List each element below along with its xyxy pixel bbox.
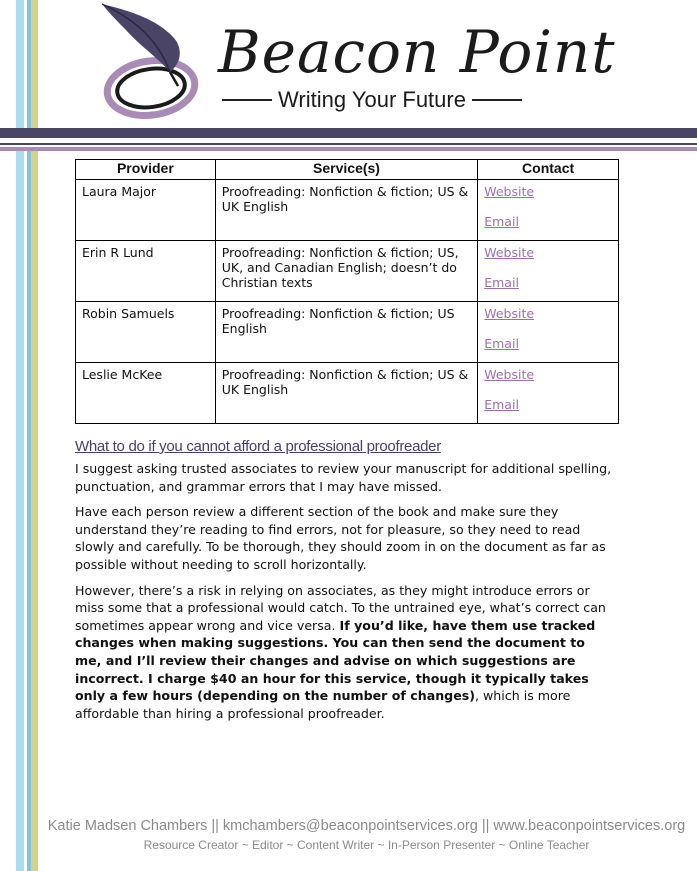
paragraph-text: However, there’s a risk in relying on associates, as they might introduce errors or miss some that a professional would catch. To the untrained eye, what’s correct can sometimes appear wrong and vice versa. <box>75 582 606 633</box>
provider-service: Proofreading: Nonfiction & fiction; US & UK English <box>215 363 477 424</box>
tagline-rule-left <box>222 99 272 101</box>
header-services: Service(s) <box>215 160 477 180</box>
table-row <box>76 180 619 241</box>
email-link[interactable]: Email <box>484 275 519 290</box>
paragraph-text: , which is more affordable than hiring a professional proofreader. <box>75 688 571 721</box>
brand-title: Beacon Point <box>218 18 616 86</box>
table-row <box>76 241 619 302</box>
contact-cell <box>478 180 619 241</box>
provider-service: Proofreading: Nonfiction & fiction; US English <box>215 302 477 363</box>
paragraph: Have each person review a different section of the book and make sure they understand they’re reading to find errors, not for pleasure, so they need to read slowly and carefully. To be thorough, they should zoom in on the document as far as possible without needing to scroll horizontally. <box>75 504 606 572</box>
email-link[interactable]: Email <box>484 214 519 229</box>
footer-roles: Resource Creator ~ Editor ~ Content Writer ~ In-Person Presenter ~ Online Teacher <box>143 838 590 852</box>
table-header-row <box>76 160 619 180</box>
email-link[interactable]: Email <box>484 397 519 412</box>
tagline-rule-right <box>472 99 522 101</box>
section-heading: What to do if you cannot afford a professional proofreader <box>75 438 441 455</box>
provider-service: Proofreading: Nonfiction & fiction; US & UK English <box>215 180 477 241</box>
provider-name: Laura Major <box>76 180 216 241</box>
paragraph: I suggest asking trusted associates to review your manuscript for additional spelling, punctuation, and grammar errors that I may have missed. <box>75 461 612 494</box>
provider-service: Proofreading: Nonfiction & fiction; US, UK, and Canadian English; doesn’t do Christian texts <box>215 241 477 302</box>
website-link[interactable]: Website <box>484 245 535 260</box>
provider-name: Leslie McKee <box>76 363 216 424</box>
website-link[interactable]: Website <box>484 306 535 321</box>
provider-name: Erin R Lund <box>76 241 216 302</box>
footer-contact: Katie Madsen Chambers || kmchambers@beaconpointservices.org || www.beaconpointservices.org <box>47 818 686 834</box>
paragraph <box>75 582 615 723</box>
website-link[interactable]: Website <box>484 184 535 199</box>
contact-cell <box>478 363 619 424</box>
brand-tagline: Writing Your Future <box>278 87 466 112</box>
table-row <box>76 302 619 363</box>
section-body <box>75 460 615 730</box>
header-contact: Contact <box>478 160 619 180</box>
header-provider: Provider <box>76 160 216 180</box>
header-band-dark <box>0 128 697 138</box>
brand-tagline-row <box>222 88 522 112</box>
header-band-light <box>0 147 697 151</box>
table-row <box>76 363 619 424</box>
providers-table <box>75 159 619 424</box>
website-link[interactable]: Website <box>484 367 535 382</box>
paragraph-bold-text: If you’d like, have them use tracked changes when making suggestions. You can then send the document to me, and I’ll review their changes and advise on which suggestions are incorrect. I charge $40 an hour for this service, though it typically takes only a few hours (depending on the number of changes) <box>75 617 596 704</box>
contact-cell <box>478 302 619 363</box>
provider-name: Robin Samuels <box>76 302 216 363</box>
email-link[interactable]: Email <box>484 336 519 351</box>
contact-cell <box>478 241 619 302</box>
